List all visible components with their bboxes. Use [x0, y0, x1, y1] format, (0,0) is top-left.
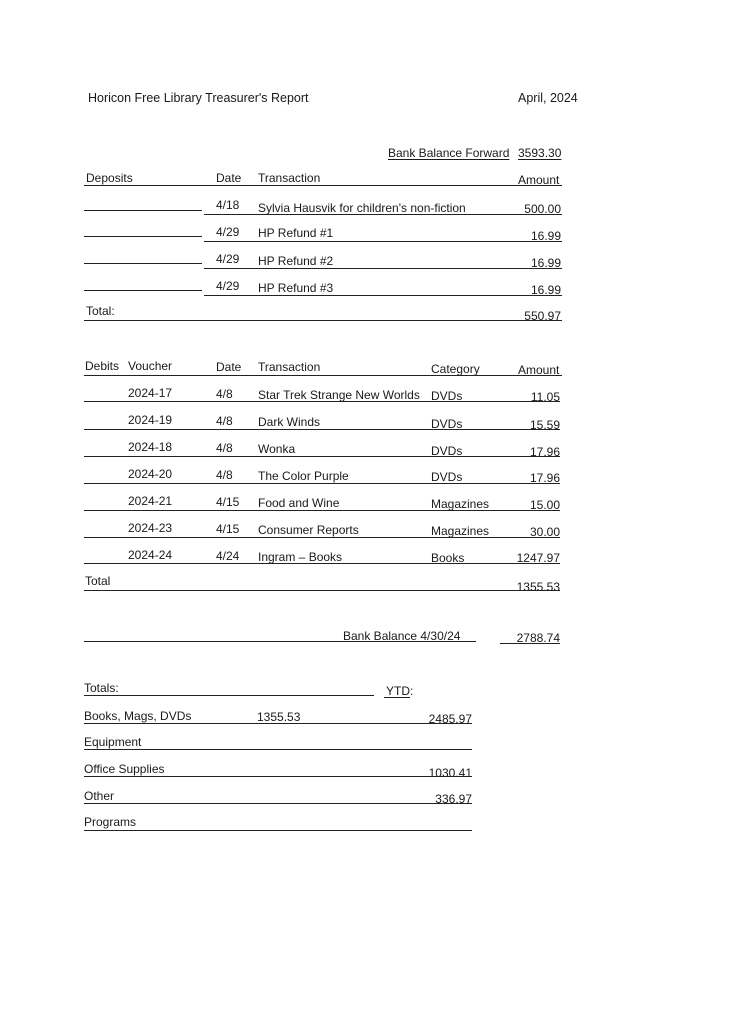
row-rule: [84, 510, 560, 511]
bank-balance-value-rule: [500, 643, 560, 644]
totals-row-month: 1355.53: [257, 710, 301, 724]
deposit-amount: 500.00: [524, 202, 561, 216]
debit-amount: 17.96: [529, 445, 560, 459]
debit-voucher: 2024-17: [128, 386, 173, 400]
report-date: April, 2024: [518, 91, 578, 105]
debit-amount: 17.96: [529, 471, 560, 485]
debit-date: 4/8: [216, 387, 233, 401]
row-rule: [84, 803, 472, 804]
row-blank-rule: [84, 263, 202, 264]
deposits-total-label: Total:: [86, 304, 115, 318]
debits-total-label: Total: [85, 574, 111, 588]
debit-date: 4/15: [216, 495, 240, 509]
debit-voucher: 2024-24: [128, 548, 173, 562]
totals-ytd-label: YTD:: [386, 684, 414, 698]
debit-transaction: Star Trek Strange New Worlds: [258, 388, 420, 402]
deposit-date: 4/29: [216, 279, 240, 293]
totals-rule: [84, 695, 374, 696]
deposit-transaction: HP Refund #2: [258, 254, 334, 268]
debit-voucher: 2024-19: [128, 413, 173, 427]
debits-total-value: 1355.53: [516, 580, 560, 594]
row-rule: [84, 429, 560, 430]
row-rule: [204, 295, 562, 296]
debits-header-rule: [84, 375, 562, 376]
row-rule: [84, 563, 560, 564]
report-title: Horicon Free Library Treasurer's Report: [88, 91, 309, 105]
debit-voucher: 2024-18: [128, 440, 173, 454]
totals-label: Totals:: [84, 681, 119, 695]
deposit-amount: 16.99: [530, 283, 561, 297]
debit-date: 4/8: [216, 441, 233, 455]
bank-balance-value: 2788.74: [516, 631, 560, 645]
deposits-total-rule: [84, 320, 562, 321]
totals-row-label: Programs: [84, 815, 137, 829]
row-blank-rule: [84, 290, 202, 291]
deposit-date: 4/18: [216, 198, 240, 212]
debit-amount: 15.00: [529, 498, 560, 512]
debits-header-category: Category: [431, 362, 480, 376]
debits-total-rule: [84, 590, 560, 591]
debit-category: DVDs: [431, 470, 463, 484]
deposit-transaction: Sylvia Hausvik for children's non-fiction: [258, 201, 466, 215]
deposit-transaction: HP Refund #1: [258, 226, 334, 240]
debits-header-label: Debits: [85, 359, 120, 373]
totals-row-label: Office Supplies: [84, 762, 165, 776]
bank-balance-rule: [84, 641, 476, 642]
deposits-header-date: Date: [216, 171, 242, 185]
row-rule: [84, 456, 560, 457]
debit-date: 4/8: [216, 414, 233, 428]
debit-amount: 15.59: [529, 418, 560, 432]
row-rule: [204, 268, 562, 269]
row-rule: [204, 241, 562, 242]
totals-row-label: Books, Mags, DVDs: [84, 709, 192, 723]
row-rule: [204, 214, 562, 215]
bank-forward-label: Bank Balance Forward: [388, 146, 510, 160]
row-rule: [84, 401, 560, 402]
debit-date: 4/8: [216, 468, 233, 482]
totals-ytd-rule: [384, 697, 410, 698]
debit-transaction: Consumer Reports: [258, 523, 359, 537]
deposit-date: 4/29: [216, 225, 240, 239]
row-rule: [84, 749, 472, 750]
deposits-header-amount: Amount: [518, 173, 560, 187]
debit-transaction: Wonka: [258, 442, 296, 456]
debit-transaction: Ingram – Books: [258, 550, 343, 564]
deposit-date: 4/29: [216, 252, 240, 266]
debit-transaction: Dark Winds: [258, 415, 321, 429]
deposit-amount: 16.99: [530, 256, 561, 270]
totals-row-ytd: 336.97: [435, 792, 472, 806]
debit-voucher: 2024-20: [128, 467, 173, 481]
debit-voucher: 2024-21: [128, 494, 173, 508]
row-blank-rule: [84, 210, 202, 211]
debit-category: DVDs: [431, 389, 463, 403]
row-blank-rule: [84, 236, 202, 237]
row-rule: [84, 776, 472, 777]
totals-row-label: Other: [84, 789, 115, 803]
debit-date: 4/15: [216, 522, 240, 536]
debits-header-amount: Amount: [518, 363, 560, 377]
row-rule: [84, 830, 472, 831]
totals-row-ytd: 2485.97: [428, 712, 472, 726]
debits-header-transaction: Transaction: [258, 360, 321, 374]
row-rule: [84, 723, 472, 724]
debit-category: Magazines: [431, 524, 490, 538]
totals-row-ytd: 1030.41: [428, 766, 472, 780]
debit-date: 4/24: [216, 549, 240, 563]
row-rule: [84, 483, 560, 484]
deposit-amount: 16.99: [530, 229, 561, 243]
row-rule: [84, 537, 560, 538]
debit-amount: 1247.97: [516, 551, 560, 565]
debit-category: Magazines: [431, 497, 490, 511]
debit-category: DVDs: [431, 444, 463, 458]
debit-amount: 30.00: [529, 525, 560, 539]
bank-balance-label: Bank Balance 4/30/24: [343, 629, 461, 643]
totals-row-label: Equipment: [84, 735, 142, 749]
deposits-header-label: Deposits: [86, 171, 133, 185]
deposit-transaction: HP Refund #3: [258, 281, 334, 295]
debits-header-voucher: Voucher: [128, 359, 173, 373]
debit-voucher: 2024-23: [128, 521, 173, 535]
bank-forward-value: 3593.30: [518, 146, 562, 160]
debit-transaction: The Color Purple: [258, 469, 349, 483]
debit-amount: 11.05: [530, 390, 560, 404]
debits-header-date: Date: [216, 360, 242, 374]
deposits-header-rule: [84, 185, 562, 186]
deposits-header-transaction: Transaction: [258, 171, 321, 185]
debit-category: Books: [431, 551, 465, 565]
deposits-total-value: 550.97: [524, 309, 561, 323]
debit-transaction: Food and Wine: [258, 496, 340, 510]
debit-category: DVDs: [431, 417, 463, 431]
